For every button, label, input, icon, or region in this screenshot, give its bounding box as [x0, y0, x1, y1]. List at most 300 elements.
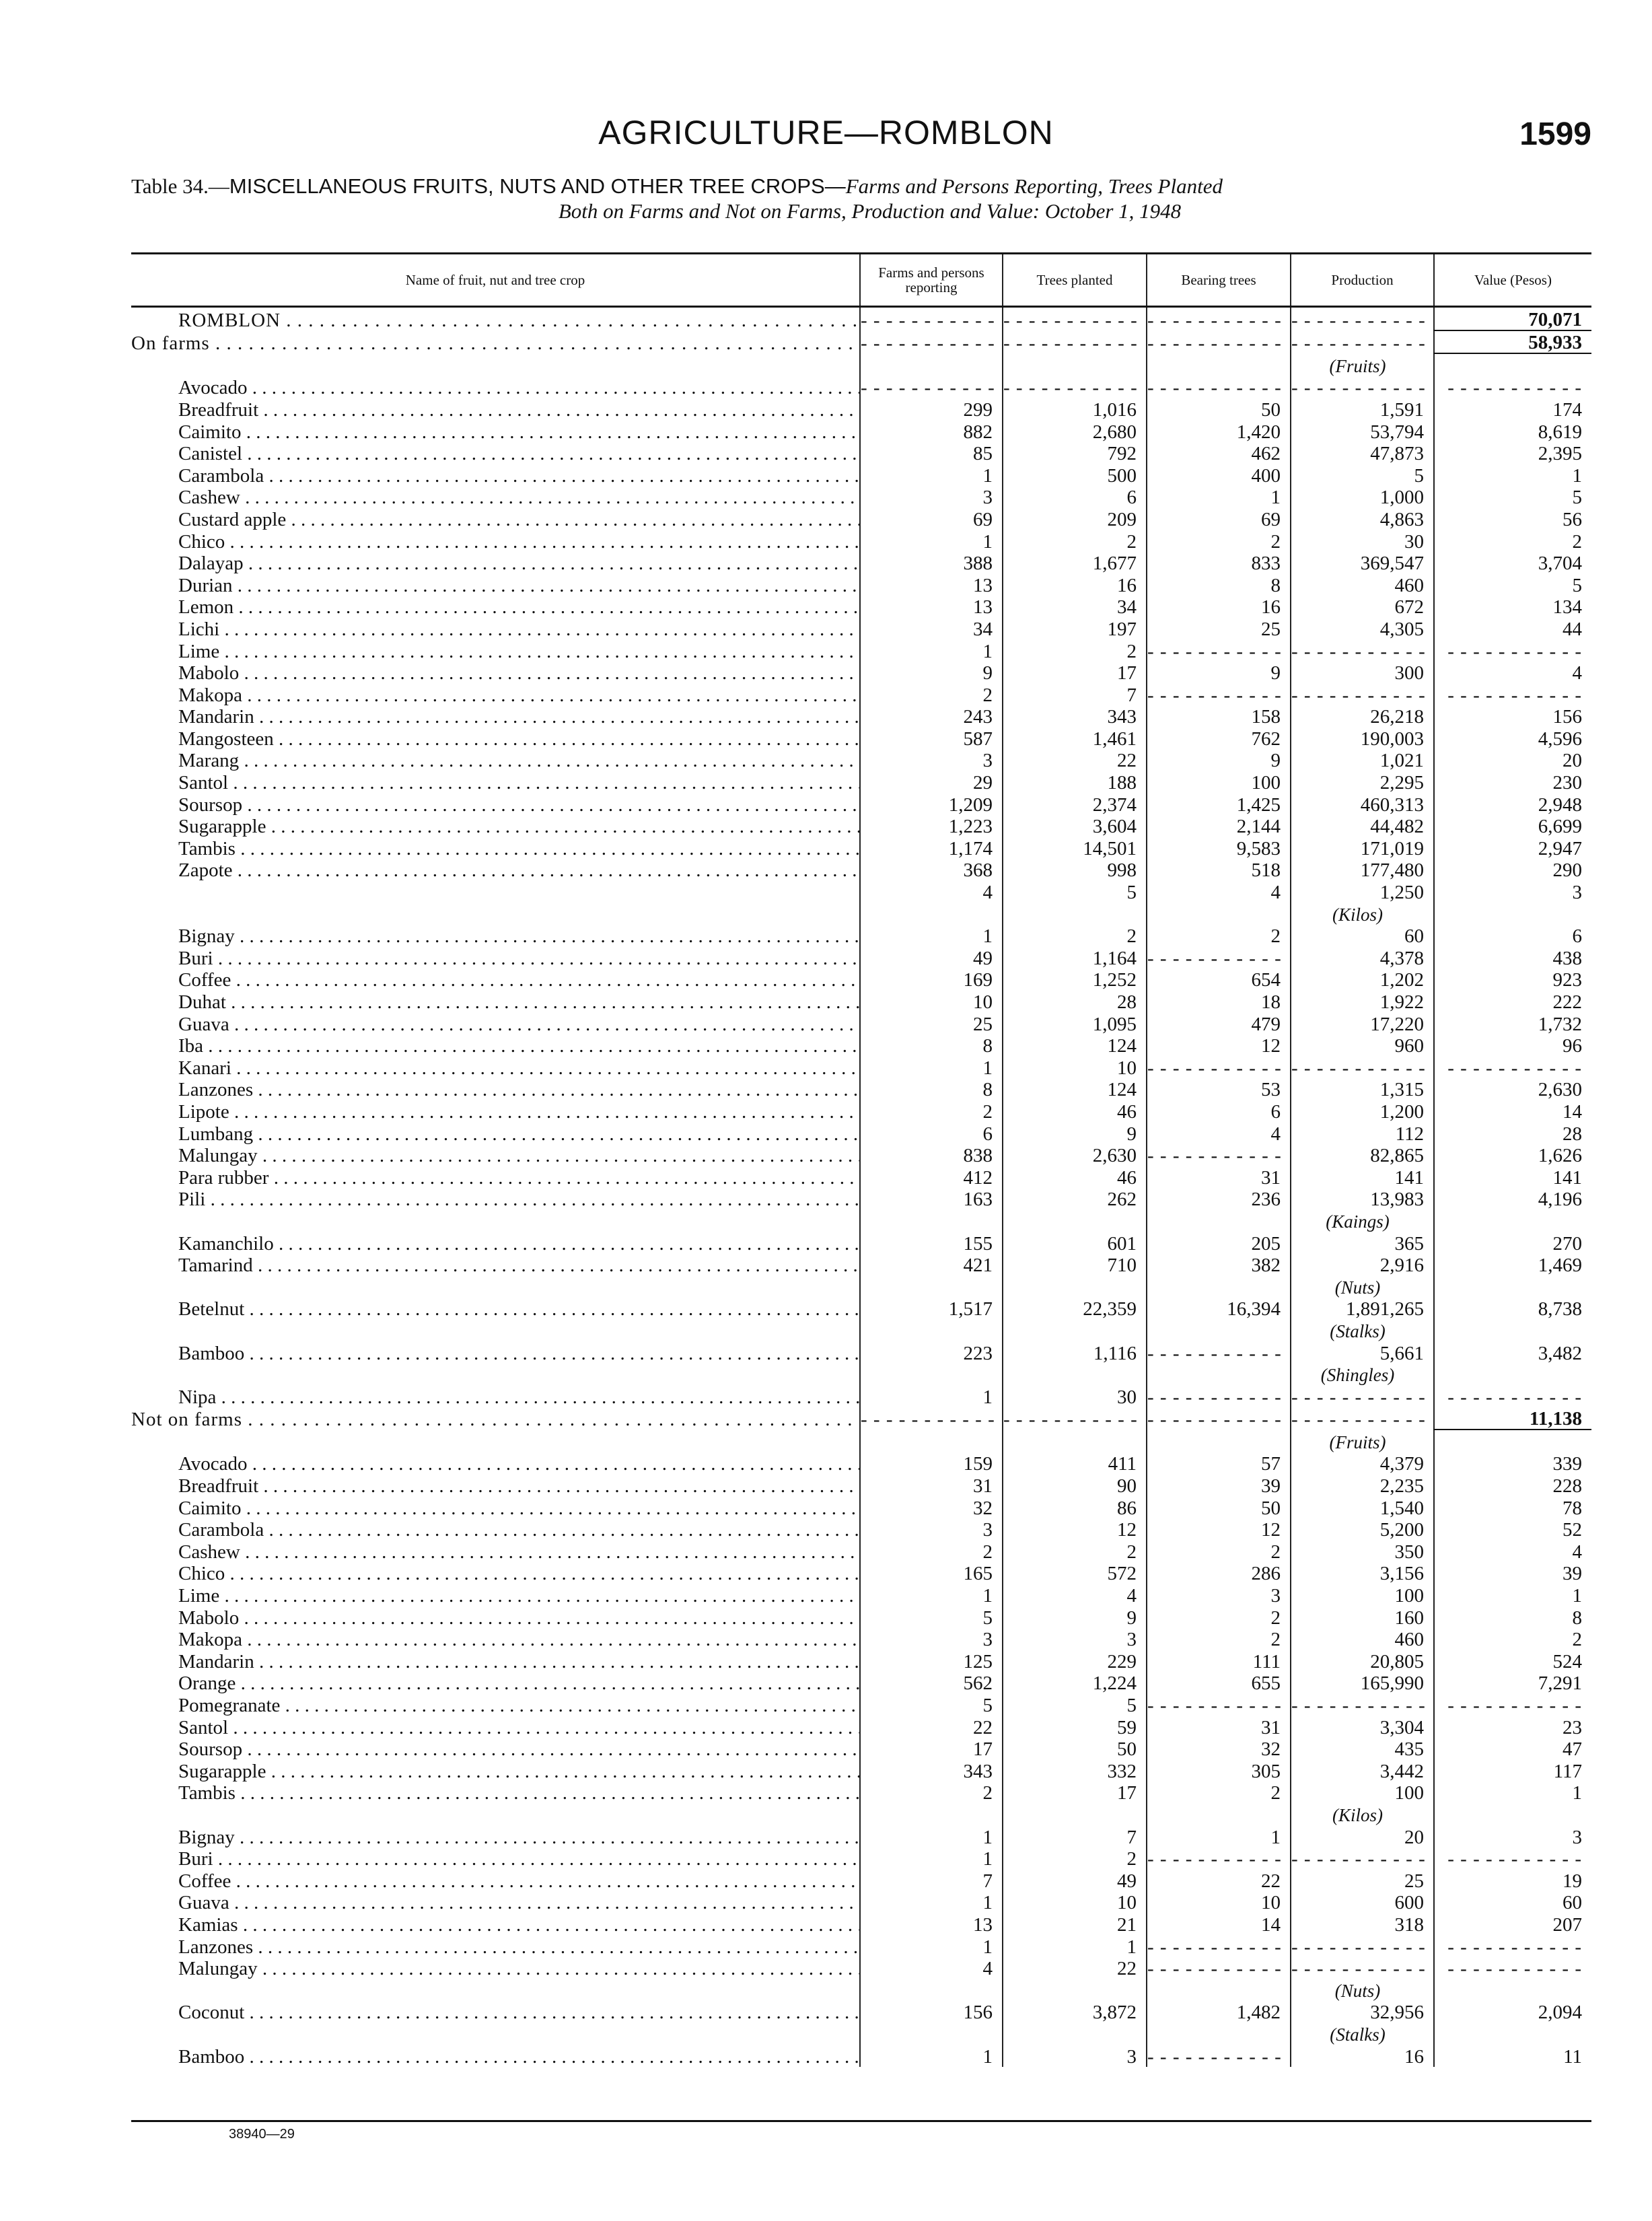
empty-cell: [131, 1430, 860, 1452]
cell: 3,704: [1434, 552, 1591, 574]
empty-cell: [1434, 2022, 1591, 2045]
crop-name: Chico . . .: [131, 530, 860, 552]
unit-row: [131, 353, 1591, 376]
cell: 3: [860, 1628, 1003, 1650]
cell: 20,805: [1291, 1650, 1434, 1672]
crop-name: Lemon . . .: [131, 596, 860, 618]
cell: 2,094: [1434, 2001, 1591, 2023]
cell: 165,990: [1291, 1672, 1434, 1694]
crop-name: Bignay . . .: [131, 1825, 860, 1847]
cell: 838: [860, 1144, 1003, 1166]
table-row: [131, 530, 1591, 552]
empty-cell: [1291, 1407, 1434, 1430]
empty-cell: [1291, 330, 1434, 354]
crop-name: Mabolo . . .: [131, 662, 860, 684]
table-row: [131, 1144, 1591, 1166]
cell: 20: [1434, 749, 1591, 771]
table-row: [131, 1122, 1591, 1144]
crop-name: Makopa . . .: [131, 1628, 860, 1650]
cell: 1,591: [1291, 398, 1434, 420]
cell: 2,948: [1434, 793, 1591, 815]
cell: 3: [1003, 1628, 1147, 1650]
empty-cell: [131, 1364, 860, 1386]
cell: 229: [1003, 1650, 1147, 1672]
cell: 290: [1434, 859, 1591, 881]
crop-name: Duhat . . .: [131, 990, 860, 1012]
unit-row: [131, 1364, 1591, 1386]
cell: 31: [860, 1474, 1003, 1496]
cell: 518: [1147, 859, 1291, 881]
cell: 3: [1434, 880, 1591, 903]
cell: [860, 376, 1003, 398]
crop-name: Guava . . .: [131, 1012, 860, 1034]
cell: 1,116: [1003, 1341, 1147, 1364]
crop-name: Mandarin . . .: [131, 705, 860, 728]
cell: 6: [860, 1122, 1003, 1144]
cell: 209: [1003, 507, 1147, 530]
cell: 6: [1003, 486, 1147, 508]
cell: 46: [1003, 1100, 1147, 1122]
cell: 365: [1291, 1232, 1434, 1254]
cell: 412: [860, 1166, 1003, 1188]
cell: 2: [1003, 639, 1147, 662]
empty-cell: [1003, 2022, 1147, 2045]
table-header-row: [131, 254, 1591, 307]
table-row: [131, 1759, 1591, 1782]
table-row: [131, 1847, 1591, 1870]
crop-name: Santol . . .: [131, 771, 860, 793]
unit-label: (Stalks): [1291, 1319, 1434, 1341]
crop-name: Guava . . .: [131, 1891, 860, 1913]
cell: 4,596: [1434, 727, 1591, 749]
cell: 4: [1434, 1540, 1591, 1562]
empty-cell: [1003, 307, 1147, 330]
table-row: [131, 1254, 1591, 1276]
cell: 4,305: [1291, 617, 1434, 639]
crop-name: Cashew . . .: [131, 1540, 860, 1562]
unit-label: (Shingles): [1291, 1364, 1434, 1386]
row-value: 58,933: [1434, 330, 1591, 354]
crop-name: [131, 880, 860, 903]
cell: 17: [1003, 662, 1147, 684]
cell: [1434, 376, 1591, 398]
print-code: 38940—29: [229, 2127, 295, 2142]
cell: 9: [1003, 1606, 1147, 1628]
cell: 124: [1003, 1034, 1147, 1057]
table-row: [131, 683, 1591, 705]
cell: 421: [860, 1254, 1003, 1276]
cell: 60: [1434, 1891, 1591, 1913]
table-row: [131, 2045, 1591, 2067]
unit-label: (Kilos): [1291, 903, 1434, 925]
cell: 14,501: [1003, 837, 1147, 859]
table-title: MISCELLANEOUS FRUITS, NUTS AND OTHER TREE CROPS—: [229, 174, 846, 198]
table-row: [131, 1341, 1591, 1364]
cell: 1,000: [1291, 486, 1434, 508]
cell: 4,196: [1434, 1188, 1591, 1210]
cell: 4,378: [1291, 946, 1434, 968]
table-row: [131, 990, 1591, 1012]
crop-name: Malungay . . .: [131, 1144, 860, 1166]
cell: 10: [1147, 1891, 1291, 1913]
table-row: [131, 1628, 1591, 1650]
cell: 2,630: [1434, 1078, 1591, 1100]
unit-row: [131, 1209, 1591, 1232]
cell: 165: [860, 1562, 1003, 1584]
cell: 438: [1434, 946, 1591, 968]
cell: 1: [860, 925, 1003, 947]
unit-row: [131, 2022, 1591, 2045]
cell: 25: [860, 1012, 1003, 1034]
cell: 2: [1003, 1847, 1147, 1870]
cell: 3: [860, 1518, 1003, 1541]
empty-cell: [1003, 1407, 1147, 1430]
cell: 343: [1003, 705, 1147, 728]
empty-cell: [860, 1803, 1003, 1825]
crop-name: Marang . . .: [131, 749, 860, 771]
cell: 5: [1003, 1693, 1147, 1716]
cell: 12: [1147, 1034, 1291, 1057]
table-row: [131, 1562, 1591, 1584]
cell: 572: [1003, 1562, 1147, 1584]
cell: 5,661: [1291, 1341, 1434, 1364]
cell: 5: [860, 1606, 1003, 1628]
cell: 6,699: [1434, 815, 1591, 837]
cell: 1,540: [1291, 1496, 1434, 1518]
cell: 32,956: [1291, 2001, 1434, 2023]
crop-name: Mabolo . . .: [131, 1606, 860, 1628]
table-row: [131, 1518, 1591, 1541]
empty-cell: [131, 1209, 860, 1232]
table-label: Table 34.—: [131, 174, 229, 198]
cell: 188: [1003, 771, 1147, 793]
cell: 4: [1003, 1584, 1147, 1606]
cell: 141: [1291, 1166, 1434, 1188]
crop-name: Canistel . . .: [131, 442, 860, 464]
cell: 460: [1291, 1628, 1434, 1650]
cell: [1147, 2045, 1291, 2067]
empty-cell: [1147, 1407, 1291, 1430]
empty-cell: [1434, 1209, 1591, 1232]
table-caption: [131, 174, 1608, 223]
cell: 3,604: [1003, 815, 1147, 837]
cell: 177,480: [1291, 859, 1434, 881]
cell: 23: [1434, 1716, 1591, 1738]
cell: 25: [1291, 1869, 1434, 1891]
cell: 13: [860, 1913, 1003, 1935]
crop-name: Avocado . . .: [131, 376, 860, 398]
empty-cell: [1147, 307, 1291, 330]
empty-cell: [1291, 307, 1434, 330]
cell: 141: [1434, 1166, 1591, 1188]
crop-name: Caimito . . .: [131, 1496, 860, 1518]
cell: 47,873: [1291, 442, 1434, 464]
on-farms-total-row: [131, 330, 1591, 354]
table-row: [131, 376, 1591, 398]
empty-cell: [131, 1979, 860, 2001]
cell: [1434, 1385, 1591, 1407]
crop-name: Lumbang . . .: [131, 1122, 860, 1144]
cell: 8: [860, 1078, 1003, 1100]
cell: 13: [860, 573, 1003, 596]
cell: 82,865: [1291, 1144, 1434, 1166]
table-row: [131, 705, 1591, 728]
cell: 7,291: [1434, 1672, 1591, 1694]
table-row: [131, 1650, 1591, 1672]
table-row: [131, 1474, 1591, 1496]
table-row: [131, 596, 1591, 618]
cell: 2,235: [1291, 1474, 1434, 1496]
cell: 2: [1147, 1606, 1291, 1628]
cell: 1,420: [1147, 420, 1291, 442]
cell: 1: [1147, 486, 1291, 508]
cell: 286: [1147, 1562, 1291, 1584]
cell: 57: [1147, 1452, 1291, 1475]
cell: [1434, 1056, 1591, 1078]
cell: 4,379: [1291, 1452, 1434, 1475]
cell: 1,200: [1291, 1100, 1434, 1122]
empty-cell: [1003, 1319, 1147, 1341]
cell: 3,872: [1003, 2001, 1147, 2023]
cell: 343: [860, 1759, 1003, 1782]
crop-name: Lime . . .: [131, 1584, 860, 1606]
unit-row: [131, 1803, 1591, 1825]
crop-name: Zapote . . .: [131, 859, 860, 881]
province-total-row: [131, 307, 1591, 330]
cell: 1: [1434, 1782, 1591, 1804]
cell: 1,016: [1003, 398, 1147, 420]
cell: 2: [1003, 530, 1147, 552]
cell: 155: [860, 1232, 1003, 1254]
crop-name: Kanari . . .: [131, 1056, 860, 1078]
unit-label: (Kaings): [1291, 1209, 1434, 1232]
cell: 159: [860, 1452, 1003, 1475]
cell: 318: [1291, 1913, 1434, 1935]
cell: 2: [860, 1782, 1003, 1804]
table-row: [131, 1957, 1591, 1979]
empty-cell: [1434, 1803, 1591, 1825]
cell: 16: [1003, 573, 1147, 596]
cell: 171,019: [1291, 837, 1434, 859]
table-row: [131, 1869, 1591, 1891]
cell: 462: [1147, 442, 1291, 464]
cell: 792: [1003, 442, 1147, 464]
cell: 2,374: [1003, 793, 1147, 815]
cell: [1434, 639, 1591, 662]
cell: 4: [1434, 662, 1591, 684]
cell: 562: [860, 1672, 1003, 1694]
cell: 125: [860, 1650, 1003, 1672]
cell: 3: [1147, 1584, 1291, 1606]
cell: 1,164: [1003, 946, 1147, 968]
crop-name: Betelnut . . .: [131, 1298, 860, 1320]
cell: 923: [1434, 968, 1591, 991]
empty-cell: [1147, 330, 1291, 354]
cell: 156: [1434, 705, 1591, 728]
empty-cell: [1003, 330, 1147, 354]
cell: 29: [860, 771, 1003, 793]
cell: 32: [860, 1496, 1003, 1518]
cell: 124: [1003, 1078, 1147, 1100]
cell: [1003, 376, 1147, 398]
cell: 7: [1003, 1825, 1147, 1847]
cell: 1,224: [1003, 1672, 1147, 1694]
empty-cell: [860, 2022, 1003, 2045]
crop-name: Nipa . . .: [131, 1385, 860, 1407]
cell: 22,359: [1003, 1298, 1147, 1320]
cell: 5,200: [1291, 1518, 1434, 1541]
cell: 28: [1003, 990, 1147, 1012]
empty-cell: [1147, 353, 1291, 376]
crop-name: Bignay . . .: [131, 925, 860, 947]
empty-cell: [1434, 1319, 1591, 1341]
table-row: [131, 1166, 1591, 1188]
cell: [1291, 639, 1434, 662]
table-row: [131, 1100, 1591, 1122]
cell: 369,547: [1291, 552, 1434, 574]
cell: 672: [1291, 596, 1434, 618]
crop-name: Buri . . .: [131, 1847, 860, 1870]
empty-cell: [1434, 1364, 1591, 1386]
table-row: [131, 1584, 1591, 1606]
cell: 9: [1147, 662, 1291, 684]
empty-cell: [1147, 2022, 1291, 2045]
cell: 1,021: [1291, 749, 1434, 771]
cell: 160: [1291, 1606, 1434, 1628]
cell: 339: [1434, 1452, 1591, 1475]
cell: 31: [1147, 1716, 1291, 1738]
column-header: Farms and persons reporting: [860, 254, 1003, 307]
table-row: [131, 1232, 1591, 1254]
cell: 12: [1147, 1518, 1291, 1541]
cell: 22: [860, 1716, 1003, 1738]
cell: 59: [1003, 1716, 1147, 1738]
cell: 1: [860, 2045, 1003, 2067]
cell: 1: [860, 464, 1003, 486]
cell: [1147, 683, 1291, 705]
cell: 100: [1291, 1782, 1434, 1804]
table-row: [131, 771, 1591, 793]
cell: [1434, 1693, 1591, 1716]
table-row: [131, 925, 1591, 947]
cell: 4: [860, 880, 1003, 903]
empty-cell: [860, 1275, 1003, 1298]
cell: 1: [1434, 1584, 1591, 1606]
row-value: 70,071: [1434, 307, 1591, 330]
cell: 31: [1147, 1166, 1291, 1188]
cell: 60: [1291, 925, 1434, 947]
table-row: [131, 464, 1591, 486]
cell: 4: [1147, 1122, 1291, 1144]
cell: 8,619: [1434, 420, 1591, 442]
cell: 388: [860, 552, 1003, 574]
cell: 10: [1003, 1056, 1147, 1078]
crop-name: Kamias . . .: [131, 1913, 860, 1935]
cell: 460: [1291, 573, 1434, 596]
cell: 1: [1003, 1935, 1147, 1957]
table-row: [131, 1034, 1591, 1057]
empty-cell: [131, 903, 860, 925]
crop-name: Tamarind . . .: [131, 1254, 860, 1276]
empty-cell: [860, 330, 1003, 354]
crop-name: Avocado . . .: [131, 1452, 860, 1475]
cell: 1,202: [1291, 968, 1434, 991]
cell: 1: [1147, 1825, 1291, 1847]
cell: 50: [1147, 398, 1291, 420]
cell: 1,223: [860, 815, 1003, 837]
table-row: [131, 1188, 1591, 1210]
empty-cell: [1147, 1979, 1291, 2001]
cell: 50: [1003, 1738, 1147, 1760]
empty-cell: [860, 1979, 1003, 2001]
cell: 44,482: [1291, 815, 1434, 837]
cell: 53,794: [1291, 420, 1434, 442]
cell: 762: [1147, 727, 1291, 749]
cell: 3: [860, 749, 1003, 771]
table-body: [131, 307, 1591, 2067]
cell: 4,863: [1291, 507, 1434, 530]
table-row: [131, 1716, 1591, 1738]
cell: 52: [1434, 1518, 1591, 1541]
cell: 174: [1434, 398, 1591, 420]
empty-cell: [1434, 903, 1591, 925]
table-row: [131, 1012, 1591, 1034]
cell: 998: [1003, 859, 1147, 881]
cell: 49: [860, 946, 1003, 968]
table-row: [131, 552, 1591, 574]
empty-cell: [1003, 903, 1147, 925]
table-row: [131, 837, 1591, 859]
cell: 50: [1147, 1496, 1291, 1518]
cell: 1,482: [1147, 2001, 1291, 2023]
cell: 2: [1434, 1628, 1591, 1650]
table-row: [131, 639, 1591, 662]
cell: 163: [860, 1188, 1003, 1210]
crop-name: Lichi . . .: [131, 617, 860, 639]
cell: 2: [860, 1540, 1003, 1562]
cell: 1,252: [1003, 968, 1147, 991]
crop-name: Soursop . . .: [131, 793, 860, 815]
cell: 13,983: [1291, 1188, 1434, 1210]
table-row: [131, 1540, 1591, 1562]
empty-cell: [131, 1803, 860, 1825]
cell: 21: [1003, 1913, 1147, 1935]
crop-name: Lanzones . . .: [131, 1078, 860, 1100]
cell: 1,315: [1291, 1078, 1434, 1100]
cell: 243: [860, 705, 1003, 728]
cell: [1147, 946, 1291, 968]
cell: 2,947: [1434, 837, 1591, 859]
cell: 460,313: [1291, 793, 1434, 815]
cell: 382: [1147, 1254, 1291, 1276]
empty-cell: [1147, 1319, 1291, 1341]
cell: 8: [1434, 1606, 1591, 1628]
cell: 7: [860, 1869, 1003, 1891]
empty-cell: [1003, 1275, 1147, 1298]
cell: [1147, 1847, 1291, 1870]
cell: 4: [1147, 880, 1291, 903]
column-header: Trees planted: [1003, 254, 1147, 307]
cell: 882: [860, 420, 1003, 442]
cell: 587: [860, 727, 1003, 749]
empty-cell: [1147, 1364, 1291, 1386]
cell: 411: [1003, 1452, 1147, 1475]
cell: 1,922: [1291, 990, 1434, 1012]
cell: 305: [1147, 1759, 1291, 1782]
empty-cell: [860, 1364, 1003, 1386]
cell: 1: [860, 1385, 1003, 1407]
table-row: [131, 617, 1591, 639]
